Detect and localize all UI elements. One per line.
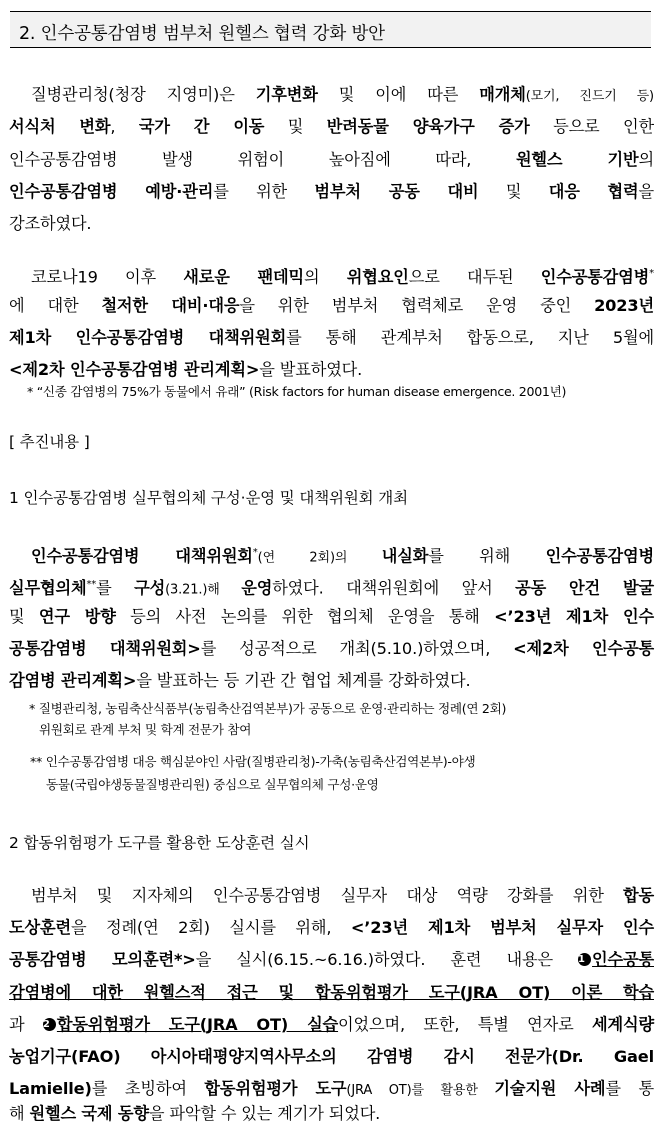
text-bold: Lamielle) [9,1079,92,1098]
text-bold: 공통감염병 모의훈련*> [9,950,196,969]
text: 및 [478,182,549,201]
text-bold: 실무협의체 [9,578,87,598]
text: 으로 대두된 [408,267,541,287]
text-bold: <’23년 제1차 범부처 실무자 인수 [350,918,654,937]
text-bold: 철저한 대비·대응 [101,296,240,315]
text: 등의 사전 논의를 위한 협의체 운영을 통해 [115,607,495,626]
text-bold: 기술지원 사례 [494,1079,606,1098]
p1-line-4 [9,182,654,202]
text-bold: 인수공통감염병 [540,267,650,287]
text: (3.21.)해 [165,582,242,598]
text-bold: 반려동물 양육가구 증가 [326,117,530,136]
footnote-mark: ** [86,579,97,590]
text-bold: 도상훈련 [9,918,71,937]
text-bold: 원헬스 국제 동향 [29,1104,149,1123]
text-bold: 공통감염병 대책위원회> [9,639,201,658]
item1-line-4 [9,639,654,659]
text-bold: 원헬스 기반 [515,150,639,169]
item2-line-5 [9,1015,654,1035]
text: 을 발표하는 등 기관 간 협업 체계를 강화하였다. [136,671,471,690]
item2-heading: 2 합동위험평가 도구를 활용한 도상훈련 실시 [9,834,310,852]
text-bold: 인수공통감염병 예방·관리 [9,182,214,201]
text: 를 통 [605,1079,654,1098]
text: 및 [9,607,39,626]
text: 를 위해 [428,546,546,566]
p2-footnote: * “신종 감염병의 75%가 동물에서 유래” (Risk factors for human disease emergence. 2001년) [27,384,567,399]
text-bold: <제2차 인수공통감염병 관리계획> [9,360,260,379]
item2-line-1 [9,886,654,906]
item1-line-3 [9,607,654,627]
text-bold: 제1차 인수공통감염병 대책위원회 [9,328,287,347]
text: 를 초빙하여 [91,1079,205,1098]
text: 를 위한 [213,182,315,201]
p2-line-2 [9,296,654,316]
text-bold: 국가 간 이동 [138,117,265,136]
item1-footnote-2a: ** 인수공통감염병 대응 핵심분야인 사람(질병관리청)-가축(농림축산검역본부)-야생 [30,754,476,769]
text: 질병관리청(청장 지영미)은 [31,85,256,104]
text-bold: 공동 안건 발굴 [515,578,654,598]
text: (연 2회)의 [257,550,382,566]
item1-line-2 [9,575,654,600]
text: 인수공통감염병 발생 위험이 높아짐에 따라, [9,150,516,169]
number-2-icon: 2 [43,1018,56,1031]
text-bold: 위협요인 [346,267,409,287]
item2-line-4 [9,983,654,1003]
item2-line-2 [9,918,654,938]
text-bold: 구성 [134,578,166,598]
text: 을 [638,182,655,201]
text-bold: 내실화 [381,546,429,566]
text-bold: 운영 [241,578,273,598]
item2-line-8 [9,1104,654,1124]
text-bold: <제2차 인수공통 [513,639,654,658]
p2-line-3 [9,328,654,348]
text: (JRA OT)를 활용한 [346,1083,495,1098]
footnote-mark: * [649,268,654,279]
item1-heading: 1 인수공통감염병 실무협의체 구성·운영 및 대책위원회 개최 [9,489,408,507]
text: 범부처 및 지자체의 인수공통감염병 실무자 대상 역량 강화를 위한 [31,886,624,905]
text: 에 대한 [9,296,102,315]
text: 과 [9,1015,43,1034]
text-bold: 인수공통감염병 [545,546,654,566]
section-title-bar [10,11,651,48]
text-bold: 범부처 공동 대비 [314,182,479,201]
p2-line-4 [9,360,654,380]
text: 를 [96,578,135,598]
text: 이었으며, 또한, 특별 연자로 [338,1015,593,1034]
text: 의 [638,150,654,169]
number-1-icon: 1 [578,953,591,966]
text-bold: 세계식량 [592,1015,654,1034]
text: 하였다. 대책위원회에 앞서 [272,578,516,598]
text: 을 정례(연 2회) 실시를 위해, [70,918,351,937]
text: 를 통해 관계부처 합동으로, 지난 5월에 [286,328,654,347]
p1-line-5: 강조하였다. [9,214,92,233]
text: (모기, 진드기 등) [525,89,654,104]
p2-line-1 [9,264,654,287]
item1-footnote-1a: * 질병관리청, 농림축산식품부(농림축산검역본부)가 공동으로 운영·관리하는 정례(연 2회) [29,701,507,716]
text: 를 성공적으로 개최(5.10.)하였으며, [200,639,514,658]
text: 등으로 인한 [529,117,654,136]
text: 을 발표하였다. [259,360,363,379]
item2-line-6 [9,1047,654,1067]
section-title: 2. 인수공통감염병 범부처 원헬스 협력 강화 방안 [19,24,385,44]
text-bold: 연구 방향 [38,607,116,626]
text-bold: 합동 [623,886,654,905]
text-bold: 인수공통감염병 대책위원회 [31,546,253,566]
text: 및 이에 따른 [317,85,480,104]
footnote-mark: * [252,547,258,558]
text: 을 위한 범부처 협력체로 운영 중인 [239,296,595,315]
text-bold-underlined: 합동위험평가 도구(JRA OT) 실습 [56,1015,339,1034]
p1-line-2 [9,117,654,137]
text: 해 [9,1104,30,1123]
text-bold: 농업기구(FAO) 아시아태평양지역사무소의 감염병 감시 전문가(Dr. Gael [9,1047,654,1066]
text: 의 [304,267,347,287]
label-content: [ 추진내용 ] [9,433,90,451]
text-bold-underlined: 감염병에 대한 원헬스적 접근 및 합동위험평가 도구(JRA OT) 이론 학습 [9,983,654,1002]
text-bold: 감염병 관리계획> [9,671,137,690]
text: 코로나19 이후 [31,267,184,287]
text-bold: <’23년 제1차 인수 [494,607,654,626]
text-bold-underlined: 인수공통 [592,950,654,969]
item2-line-7 [9,1079,654,1101]
p1-line-3 [9,150,654,170]
text-bold: 매개체 [479,85,526,104]
item1-line-5 [9,671,654,691]
text-bold: 기후변화 [255,85,318,104]
text-bold: 대응 협력 [548,182,639,201]
item2-line-3 [9,950,654,970]
text: , [110,117,139,136]
text: 을 파악할 수 있는 계기가 되었다. [148,1104,381,1123]
item1-footnote-1b: 위원회로 관계 부처 및 학계 전문가 참여 [39,722,252,737]
text: 을 실시(6.15.~6.16.)하였다. 훈련 내용은 [195,950,579,969]
text-bold: 2023년 [594,296,655,315]
text: 및 [264,117,327,136]
text-bold: 합동위험평가 도구 [204,1079,347,1098]
text-bold: 서식처 변화 [9,117,111,136]
p1-line-1 [9,85,654,107]
item1-line-1 [9,543,654,568]
item1-footnote-2b: 동물(국립야생동물질병관리원) 중심으로 실무협의체 구성·운영 [46,777,379,792]
text-bold: 새로운 팬데믹 [183,267,304,287]
